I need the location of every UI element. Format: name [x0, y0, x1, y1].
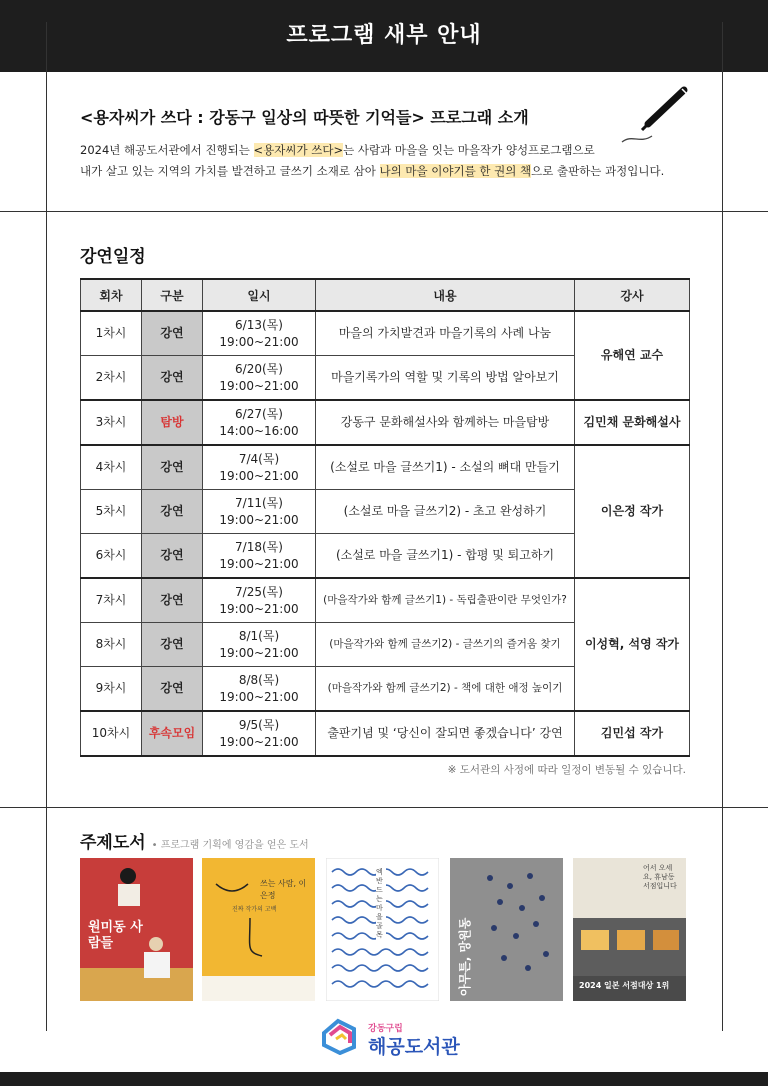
- library-logo-icon: [318, 1013, 360, 1055]
- date-cell: [203, 623, 316, 667]
- date-text: 6/20(목): [235, 361, 283, 376]
- book-cover-5-title: 어서 오세요, 휴남동 서점입니다: [643, 864, 677, 890]
- book-cover-5-badge: 2024 일본 서점대상 1위: [579, 981, 670, 990]
- content-cell: 마을기록가의 역할 및 기록의 방법 알아보기: [316, 356, 575, 401]
- books-subtitle: • 프로그램 기획에 영감을 얻은 도서: [151, 840, 309, 851]
- date-text: 8/1(목): [238, 628, 280, 643]
- type-cell: 탐방: [142, 400, 203, 445]
- lecturer-cell: 이성혁, 석영 작가: [575, 578, 690, 711]
- book-cover-1-title: 원미동 사람들: [88, 920, 143, 951]
- time-text: 19:00~21:00: [219, 468, 299, 483]
- divider-2: [0, 807, 768, 808]
- book-cover-3-title: 엑반드는 마을 골목: [376, 868, 386, 940]
- header-bar: [0, 0, 768, 72]
- session-cell: 10차시: [81, 711, 142, 756]
- session-cell: 8차시: [81, 623, 142, 667]
- intro-line-1: [80, 142, 595, 158]
- intro-line-1-a: 2024년 해공도서관에서 진행되는: [80, 143, 254, 157]
- session-cell: 5차시: [81, 490, 142, 534]
- date-text: 9/5(목): [238, 717, 280, 732]
- date-text: 6/27(목): [235, 406, 283, 421]
- books-title-text: 주제도서: [80, 833, 146, 853]
- book-cover-2-caption: 진짜 작가의 고백: [232, 906, 277, 913]
- lecturer-cell: 이은정 작가: [575, 445, 690, 578]
- header-lecturer: 강사: [575, 279, 690, 311]
- date-cell: [203, 711, 316, 756]
- time-text: 19:00~21:00: [219, 689, 299, 704]
- schedule-title: 강연일정: [80, 247, 146, 267]
- header-type: 구분: [142, 279, 203, 311]
- book-cover-2: [202, 858, 315, 1001]
- header-session: 회차: [81, 279, 142, 311]
- date-text: 8/8(목): [238, 672, 280, 687]
- content-cell: (소설로 마을 글쓰기1) - 합평 및 퇴고하기: [316, 534, 575, 579]
- divider-1: [0, 211, 768, 212]
- lecturer-cell: 김민채 문화해설사: [575, 400, 690, 445]
- session-cell: 9차시: [81, 667, 142, 712]
- date-cell: [203, 445, 316, 490]
- book-cover-3: [326, 858, 439, 1001]
- time-text: 19:00~21:00: [219, 645, 299, 660]
- schedule-table: [80, 278, 690, 757]
- date-text: 7/11(목): [235, 495, 283, 510]
- time-text: 14:00~16:00: [219, 423, 299, 438]
- book-cover-5: [573, 858, 686, 1001]
- book-cover-4: [450, 858, 563, 1001]
- date-text: 7/4(목): [238, 451, 280, 466]
- content-cell: (마을작가와 함께 글쓰기1) - 독립출판이란 무엇인가?: [316, 578, 575, 623]
- intro-line-1-b: 는 사람과 마을을 잇는 마을작가 양성프로그램으로: [343, 143, 595, 157]
- type-cell: 강연: [142, 534, 203, 579]
- type-cell: 후속모임: [142, 711, 203, 756]
- library-logo-name: 해공도서관: [368, 1036, 460, 1058]
- intro-line-2-highlight: 나의 마을 이야기를 한 권의 책: [379, 164, 532, 178]
- library-logo-small: 강동구립: [368, 1024, 403, 1034]
- type-cell: 강연: [142, 490, 203, 534]
- session-cell: 3차시: [81, 400, 142, 445]
- type-cell: 강연: [142, 311, 203, 356]
- table-row: [81, 578, 690, 623]
- schedule-note: ※ 도서관의 사정에 따라 일정이 변동될 수 있습니다.: [447, 764, 686, 776]
- session-cell: 6차시: [81, 534, 142, 579]
- time-text: 19:00~21:00: [219, 512, 299, 527]
- table-header-row: [81, 279, 690, 311]
- book-cover-4-title: [458, 966, 472, 996]
- table-row: [81, 445, 690, 490]
- content-cell: (소설로 마을 글쓰기2) - 초고 완성하기: [316, 490, 575, 534]
- lecturer-cell: 김민섭 작가: [575, 711, 690, 756]
- date-cell: [203, 534, 316, 579]
- date-cell: [203, 311, 316, 356]
- pen-icon: [618, 84, 690, 148]
- footer-bar: [0, 1072, 768, 1086]
- type-cell: 강연: [142, 356, 203, 401]
- date-cell: [203, 356, 316, 401]
- book-cover-1: [80, 858, 193, 1001]
- type-cell: 강연: [142, 623, 203, 667]
- session-cell: 7차시: [81, 578, 142, 623]
- type-cell: 강연: [142, 578, 203, 623]
- intro-line-2-b: 으로 출판하는 과정입니다.: [531, 164, 665, 178]
- date-text: 6/13(목): [235, 317, 283, 332]
- session-cell: 2차시: [81, 356, 142, 401]
- time-text: 19:00~21:00: [219, 601, 299, 616]
- intro-line-2: [80, 163, 664, 179]
- frame-right-line: [722, 22, 723, 1031]
- header-date: 일시: [203, 279, 316, 311]
- intro-title: <용자씨가 쓰다 : 강동구 일상의 따뜻한 기억들> 프로그래 소개: [80, 108, 529, 127]
- lecturer-cell: 유해연 교수: [575, 311, 690, 400]
- content-cell: (마을작가와 함께 글쓰기2) - 책에 대한 애정 높이기: [316, 667, 575, 712]
- date-text: 7/25(목): [235, 584, 283, 599]
- header-content: 내용: [316, 279, 575, 311]
- book-cover-2-title: 쓰는 사람, 이은정: [260, 879, 307, 900]
- date-text: 7/18(목): [235, 539, 283, 554]
- content-cell: (소설로 마을 글쓰기1) - 소설의 뼈대 만들기: [316, 445, 575, 490]
- date-cell: [203, 578, 316, 623]
- time-text: 19:00~21:00: [219, 334, 299, 349]
- session-cell: 1차시: [81, 311, 142, 356]
- frame-left-line: [46, 22, 47, 1031]
- time-text: 19:00~21:00: [219, 378, 299, 393]
- intro-line-2-a: 내가 살고 있는 지역의 가치를 발견하고 글쓰기 소재로 삼아: [80, 164, 380, 178]
- content-cell: 마을의 가치발견과 마을기록의 사례 나눔: [316, 311, 575, 356]
- table-row: [81, 400, 690, 445]
- type-cell: 강연: [142, 667, 203, 712]
- type-cell: 강연: [142, 445, 203, 490]
- time-text: 19:00~21:00: [219, 734, 299, 749]
- session-cell: 4차시: [81, 445, 142, 490]
- date-cell: [203, 667, 316, 712]
- table-row: [81, 311, 690, 356]
- content-cell: 강동구 문화해설사와 함께하는 마을탐방: [316, 400, 575, 445]
- date-cell: [203, 400, 316, 445]
- page-title: 프로그램 새부 안내: [286, 23, 482, 48]
- content-cell: (마을작가와 함께 글쓰기2) - 글쓰기의 즐거움 찾기: [316, 623, 575, 667]
- date-cell: [203, 490, 316, 534]
- time-text: 19:00~21:00: [219, 556, 299, 571]
- books-title: [80, 828, 309, 853]
- intro-line-1-highlight: <용자씨가 쓰다>: [253, 143, 344, 157]
- table-row: [81, 711, 690, 756]
- content-cell: 출판기념 및 ‘당신이 잘되면 좋겠습니다’ 강연: [316, 711, 575, 756]
